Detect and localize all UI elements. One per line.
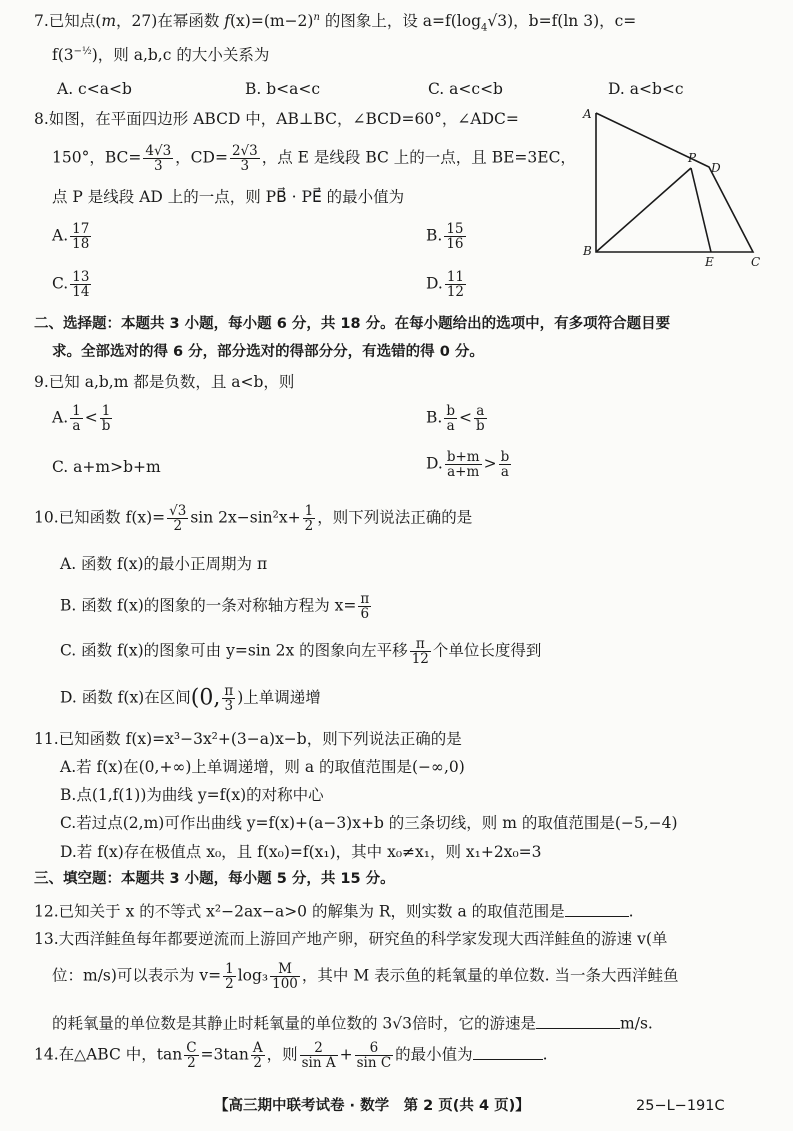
footer-title: 【高三期中联考试卷 · 数学 第 2 页(共 4 页)】 (214, 1098, 530, 1114)
q10-option-d: D. 函数 f(x)在区间(0, $\frac{\pi}{3}$ )上单调递增 (60, 683, 321, 715)
q7-option-b: B. b<a<c (245, 80, 321, 98)
label-e: E (705, 255, 714, 269)
label-a: A (583, 107, 592, 121)
q7-option-c: C. a<c<b (428, 80, 503, 98)
q13-line2: 位：m/s)可以表示为 v= $\frac{1}{2}$ log₃ $\frac{M}{100}$ ，其中 M 表示鱼的耗氧量的单位数. 当一条大西洋鲑鱼 (52, 961, 679, 993)
q8-line2: 150°，BC= $\frac{4√3}{3}$ ，CD= $\frac{2√3}{3}$ ，点 E 是线段 BC 上的一点，且 BE=3EC， (52, 143, 576, 175)
q11-stem: 11.已知函数 f(x)=x³−3x²+(3−a)x−b，则下列说法正确的是 (34, 730, 462, 748)
q7-line2: $f(3^{-\frac{1}{2}})$，则 a,b,c 的大小关系为 (52, 46, 270, 65)
q9-option-c: C. a+m>b+m (52, 458, 161, 476)
q11-option-b: B.点(1,f(1))为曲线 y=f(x)的对称中心 (60, 786, 324, 804)
q8-option-d: D. $\frac{11}{12}$ (426, 269, 464, 301)
segment-pb (596, 168, 691, 252)
q10-stem: 10.已知函数 f(x)= $\frac{√3}{2}$ sin 2x−sin²x+ $\frac{1}{2}$ ，则下列说法正确的是 (34, 503, 473, 535)
q10-option-b: B. 函数 f(x)的图象的一条对称轴方程为 x= $\frac{\pi}{6}$ (60, 591, 370, 623)
q8-option-b: B. $\frac{15}{16}$ (426, 221, 464, 253)
q8-option-a: A. $\frac{17}{18}$ (52, 221, 90, 253)
q7-option-a: A. c<a<b (57, 80, 132, 98)
q8-line1: 8.如图，在平面四边形 ABCD 中，AB⊥BC，∠BCD=60°，∠ADC= (34, 110, 519, 128)
label-d: D (711, 161, 721, 175)
q12-answer-blank[interactable] (565, 900, 629, 917)
section3-heading: 三、填空题：本题共 3 小题，每小题 5 分，共 15 分。 (34, 871, 395, 887)
q13-answer-blank[interactable] (536, 1012, 620, 1029)
segment-pe (691, 168, 711, 252)
q9-option-d: D. $\frac{b+m}{a+m}$ > $\frac{b}{a}$ (426, 449, 510, 481)
q11-option-c: C.若过点(2,m)可作出曲线 y=f(x)+(a−3)x+b 的三条切线，则 m 的取值范围是(−5,−4) (60, 814, 678, 832)
q7-line1: 7.已知点(m，27)在幂函数 $f(x)=(m-2)^n$ 的图象上，设 $a=f(\log_4√3)$，b=f(ln 3)，c= (34, 12, 637, 34)
label-p: P (688, 151, 697, 165)
label-c: C (751, 255, 761, 269)
q11-option-a: A.若 f(x)在(0,+∞)上单调递增，则 a 的取值范围是(−∞,0) (60, 758, 465, 776)
q7-option-d: D. a<b<c (608, 80, 684, 98)
section2-line2: 求。全部选对的得 6 分，部分选对的得部分分，有选错的得 0 分。 (52, 344, 484, 360)
q9-option-a: A. $\frac{1}{a}$ < $\frac{1}{b}$ (52, 403, 111, 435)
section2-line1: 二、选择题：本题共 3 小题，每小题 6 分，共 18 分。在每小题给出的选项中，有多项符合题目要 (34, 316, 671, 332)
footer-code: 25−L−191C (636, 1098, 725, 1114)
q10-option-a: A. 函数 f(x)的最小正周期为 π (60, 555, 268, 573)
q11-option-d: D.若 f(x)存在极值点 x₀，且 f(x₀)=f(x₁)，其中 x₀≠x₁，则 x₁+2x₀=3 (60, 843, 542, 861)
label-b: B (583, 244, 592, 258)
q14-text: 14.在△ABC 中，tan $\frac{C}{2}$ =3tan $\frac{A}{2}$ ，则 $\frac{2}{\text{sin A}}$ + $\frac{6}{\text{sin C}}$ 的最小值为 . (34, 1040, 548, 1072)
q10-option-c: C. 函数 f(x)的图象可由 y=sin 2x 的图象向左平移 $\frac{\pi}{12}$ 个单位长度得到 (60, 636, 542, 668)
q9-option-b: B. $\frac{b}{a}$ < $\frac{a}{b}$ (426, 403, 485, 435)
q8-option-c: C. $\frac{13}{14}$ (52, 269, 90, 301)
q14-answer-blank[interactable] (473, 1043, 543, 1060)
q12-text: 12.已知关于 x 的不等式 x²−2ax−a>0 的解集为 R，则实数 a 的取值范围是 . (34, 900, 634, 921)
q9-stem: 9.已知 a,b,m 都是负数，且 a<b，则 (34, 373, 295, 391)
q8-quadrilateral-figure (575, 105, 765, 270)
q13-line1: 13.大西洋鲑鱼每年都要逆流而上游回产地产卵，研究鱼的科学家发现大西洋鲑鱼的游速 v(单 (34, 930, 668, 948)
q13-line3: 的耗氧量的单位数是其静止时耗氧量的单位数的 3√3倍时，它的游速是 m/s. (52, 1012, 653, 1033)
q8-line3: 点 P 是线段 AD 上的一点，则 PB⃗ · PE⃗ 的最小值为 (52, 188, 405, 206)
